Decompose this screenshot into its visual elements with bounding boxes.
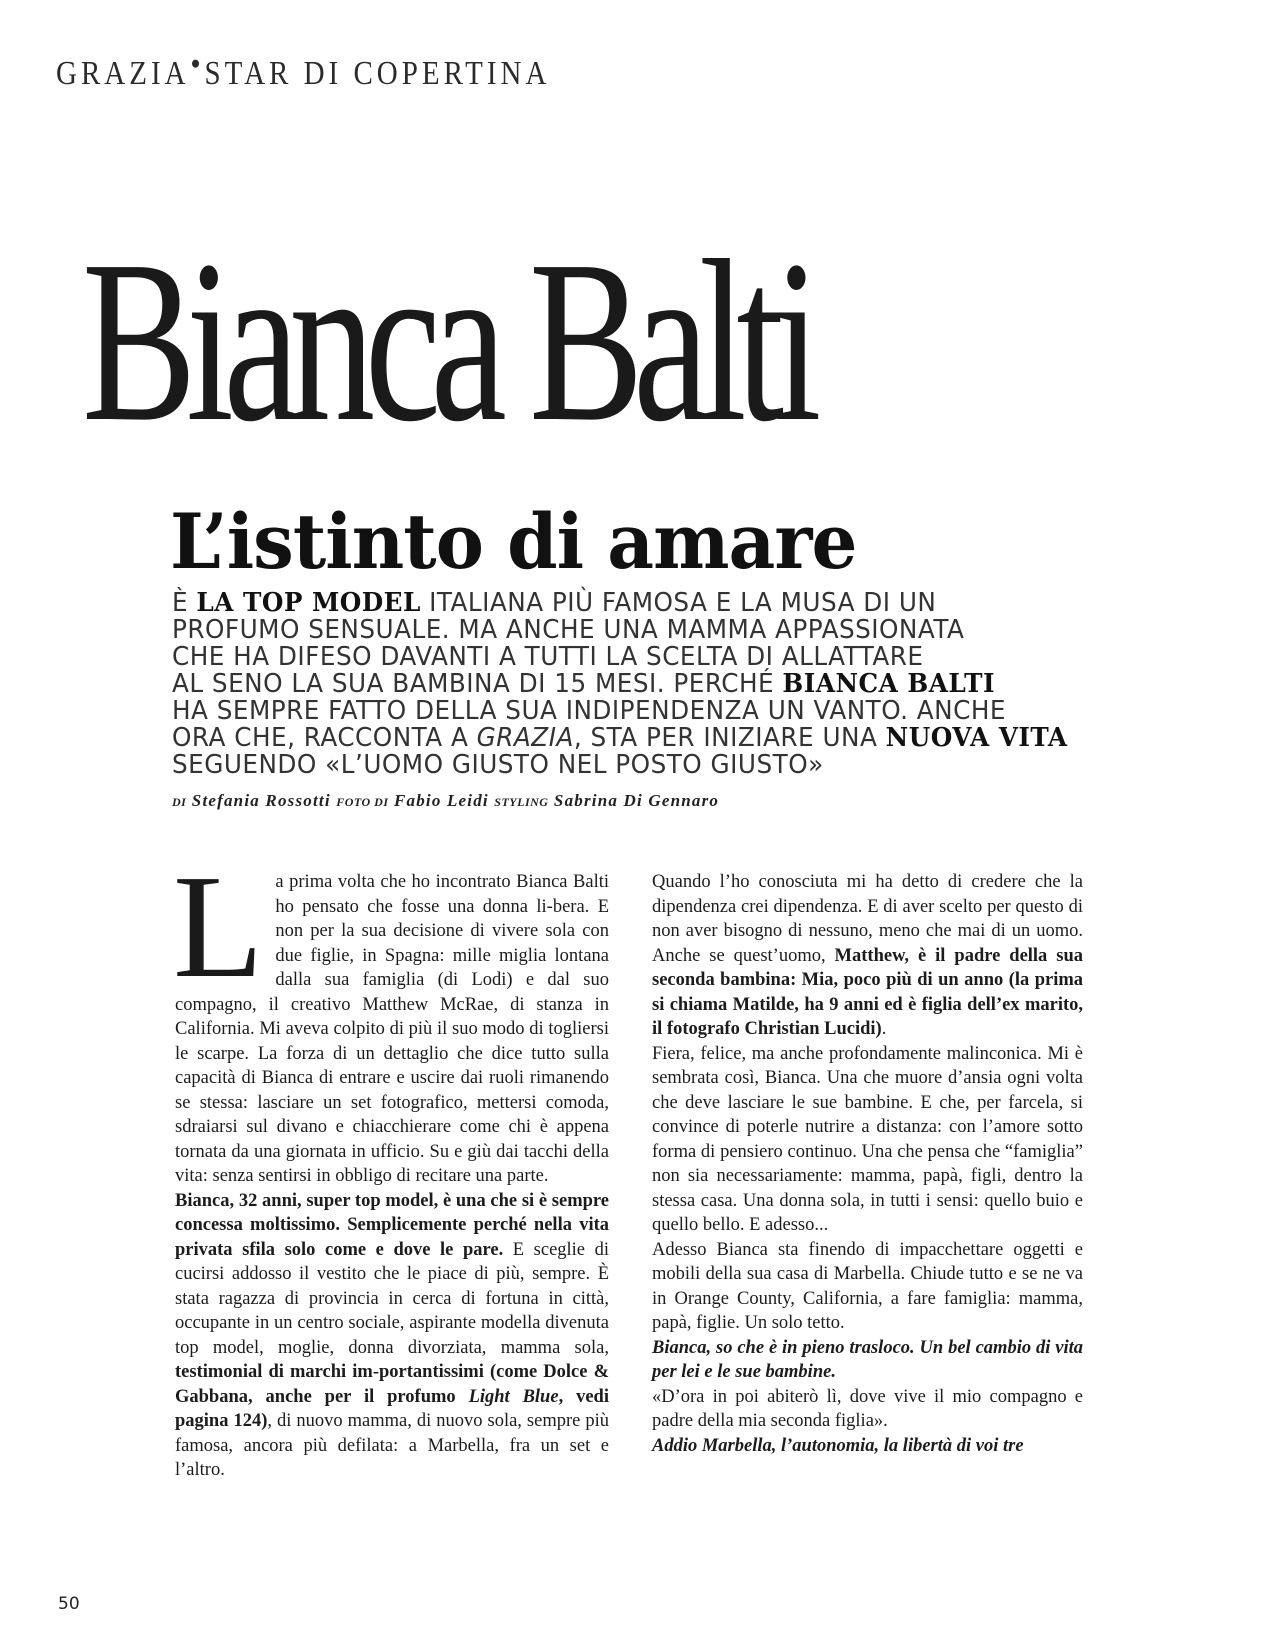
body-paragraph: Bianca, 32 anni, super top model, è una che si è sempre concessa moltissimo. Semplicemente perché nella vita privata sfila solo come e dove le pare. E sceglie di cucirsi addosso il vestito che le piace di più, sempre. È stata ragazza di provincia in cerca di fortuna in città, occupante in un centro sociale, aspirante modella divenuta top model, moglie, donna divorziata, mamma sola, testimonial di marchi im-portantissimi (come Dolce & Gabbana, anche per il profumo Light Blue, vedi pagina 124), di nuovo mamma, di nuovo sola, sempre più famosa, ancora più defilata: a Marbella, fra un set e l’altro. [175,1190,609,1480]
standfirst-line: SEGUENDO «L’UOMO GIUSTO NEL POSTO GIUSTO» [172,750,824,780]
body-column-left [173,845,609,1483]
running-head [56,55,550,93]
interview-question: Addio Marbella, l’autonomia, la libertà di voi tre [652,1435,1024,1456]
standfirst-line: ORA CHE, RACCONTA A GRAZIA, STA PER INIZIARE UNA NUOVA VITA [172,723,1068,753]
body-paragraph: La prima volta che ho incontrato Bianca Balti ho pensato che fosse una donna li-bera. E non per la sua decisione di vivere sola con due figlie, in Spagna: mille miglia lontana dalla sua famiglia (di Lodi) e dal suo compagno, il creativo Matthew McRae, di stanza in California. Mi aveva colpito di più il suo modo di togliersi le scarpe. La forza di un dettaglio che dice tutto sulla capacità di Bianca di entrare e uscire dai ruoli rimanendo se stessa: lasciare un set fotografico, mettersi comoda, sdraiarsi sul divano e chiacchierare come chi è appena tornata da una giornata in ufficio. Su e giù dai tacchi della vita: senza sentirsi in obbligo di recitare una parte. [173,845,609,1186]
byline-label: DI [172,795,187,809]
page-number: 50 [58,1594,80,1614]
body-column-right [652,870,1083,1458]
body-paragraph: Adesso Bianca sta finendo di impacchettare oggetti e mobili della sua casa di Marbella. Chiude tutto e se ne va in Orange County, California, a fare famiglia: mamma, papà, figlie. Un solo tetto. [652,1239,1083,1333]
standfirst-line: HA SEMPRE FATTO DELLA SUA INDIPENDENZA UN VANTO. ANCHE [172,696,1006,726]
byline-label: STYLING [494,795,549,809]
interview-answer: «D’ora in poi abiterò lì, dove vive il mio compagno e padre della mia seconda figlia». [652,1386,1083,1431]
standfirst-line: AL SENO LA SUA BAMBINA DI 15 MESI. PERCHÉ BIANCA BALTI [172,669,996,699]
standfirst-emphasis: LA TOP MODEL [196,588,421,618]
section-name: STAR DI COPERTINA [204,55,551,92]
standfirst-line: CHE HA DIFESO DAVANTI A TUTTI LA SCELTA DI ALLATTARE [172,642,924,672]
stylist-name: Sabrina Di Gennaro [553,791,720,810]
standfirst-line: È LA TOP MODEL ITALIANA PIÙ FAMOSA E LA MUSA DI UN [172,588,937,618]
standfirst-emphasis: BIANCA BALTI [782,669,996,699]
magazine-name: GRAZIA [476,723,574,753]
drop-cap: L [173,845,264,1009]
byline-label: FOTO DI [336,795,389,809]
body-paragraph: Fiera, felice, ma anche profondamente malinconica. Mi è sembrata così, Bianca. Una che muore d’ansia ogni volta che deve lasciare le sue bambine. E che, per farcela, si convince di poterle nutrire a distanza: con l’amore sotto forma di pensiero continuo. Una che pensa che “famiglia” non sia necessariamente: mamma, papà, figli, dentro la stessa casa. Una donna sola, in tutti i sensi: quello buio e quello bello. E adesso... [652,1043,1083,1235]
article-title: Bianca Balti [82,213,812,470]
photographer-name: Fabio Leidi [393,791,489,810]
standfirst [172,590,1112,779]
author-name: Stefania Rossotti [191,791,331,810]
article-subtitle: L’istinto di amare [170,497,857,586]
body-paragraph: Quando l’ho conosciuta mi ha detto di credere che la dipendenza crei dipendenza. E di aver scelto per questo di non aver bisogno di nessuno, meno che mai di un uomo. Anche se quest’uomo, Matthew, è il padre della sua seconda bambina: Mia, poco più di un anno (la prima si chiama Matilde, ha 9 anni ed è figlia dell’ex marito, il fotografo Christian Lucidi). [652,872,1084,1039]
standfirst-emphasis: NUOVA VITA [885,723,1068,753]
brand-name: GRAZIA [56,55,190,92]
byline [172,791,719,811]
interview-question: Bianca, so che è in pieno trasloco. Un bel cambio di vita per lei e le sue bambine. [652,1337,1083,1382]
standfirst-line: PROFUMO SENSUALE. MA ANCHE UNA MAMMA APPASSIONATA [172,615,965,645]
bullet-dot-icon [192,60,199,68]
